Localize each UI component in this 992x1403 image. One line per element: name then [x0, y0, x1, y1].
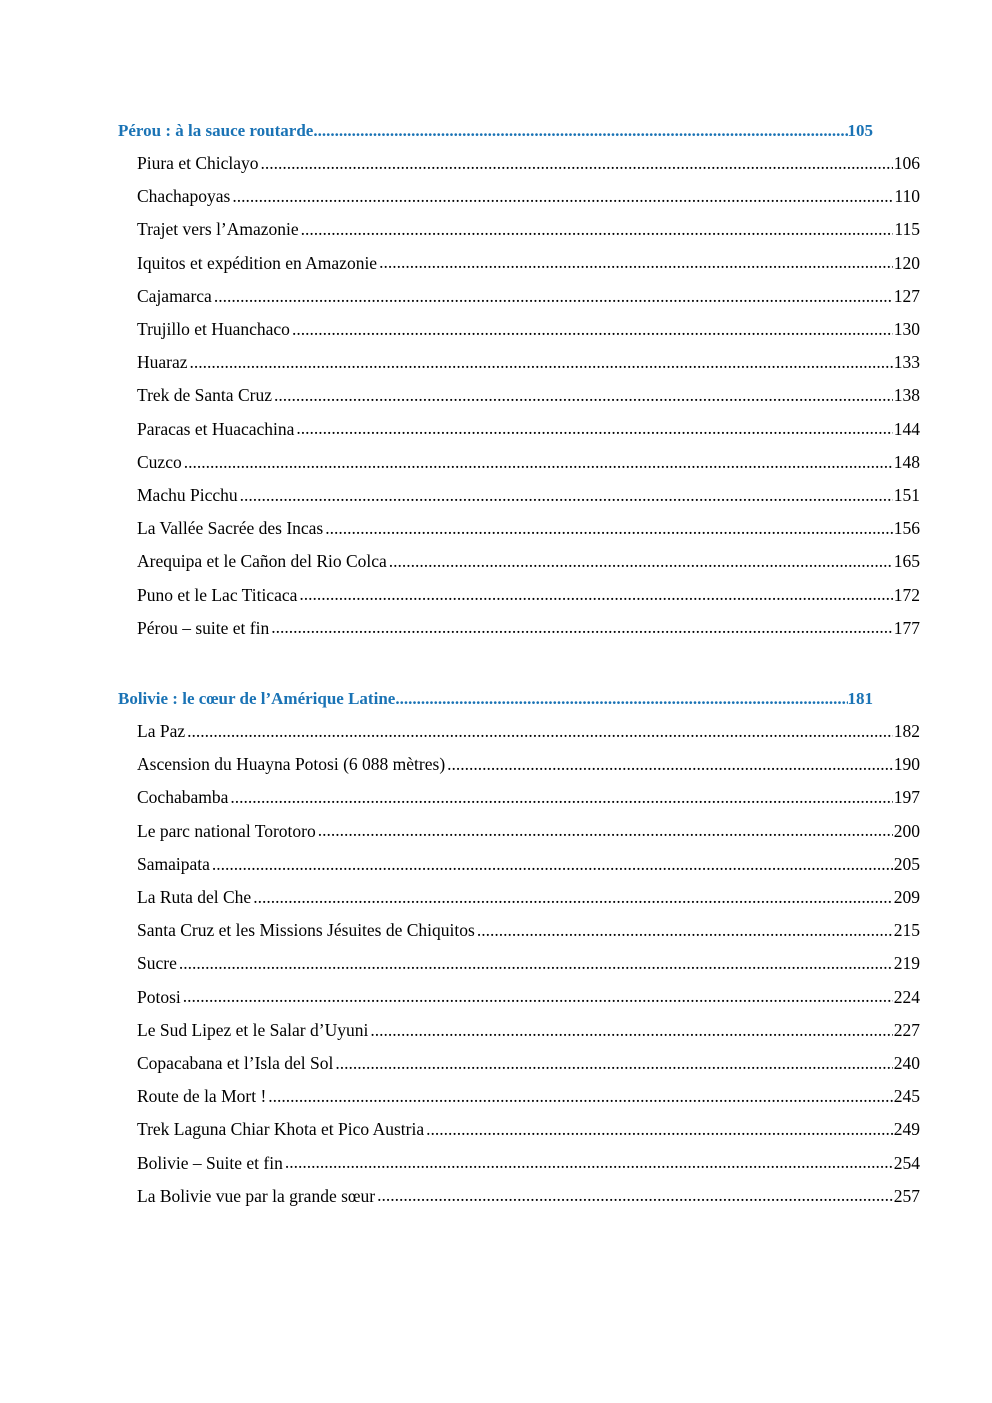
dot-leader: [274, 387, 893, 405]
entry-title: Puno et le Lac Titicaca: [137, 584, 298, 605]
entry-title: Trujillo et Huanchaco: [137, 319, 290, 340]
toc-entry[interactable]: [137, 1080, 920, 1113]
toc-entry[interactable]: [137, 914, 920, 947]
dot-leader: [325, 520, 893, 538]
entry-page-number: 151: [893, 484, 920, 505]
entry-page-number: 115: [894, 219, 920, 240]
entry-title: Cochabamba: [137, 787, 229, 808]
dot-leader: [214, 288, 893, 306]
dot-leader: [212, 856, 893, 874]
dot-leader: [335, 1055, 892, 1073]
dot-leader: [230, 789, 892, 807]
dot-leader: [190, 354, 893, 372]
entry-page-number: 215: [893, 920, 920, 941]
toc-entry[interactable]: [137, 1180, 920, 1213]
entry-page-number: 172: [893, 584, 920, 605]
toc-entry[interactable]: [137, 1113, 920, 1146]
dot-leader: [370, 1022, 892, 1040]
toc-entry[interactable]: [137, 881, 920, 914]
entry-title: Huaraz: [137, 352, 188, 373]
entry-page-number: 182: [893, 721, 920, 742]
entry-title: Route de la Mort !: [137, 1086, 267, 1107]
entry-title: Ascension du Huayna Potosi (6 088 mètres): [137, 754, 446, 775]
entry-title: Trek de Santa Cruz: [137, 385, 272, 406]
toc-entry[interactable]: [137, 947, 920, 980]
toc-entry-list: [137, 715, 920, 1213]
entry-title: Cajamarca: [137, 285, 212, 306]
entry-page-number: 219: [893, 953, 920, 974]
toc-entry[interactable]: [137, 313, 920, 346]
entry-page-number: 197: [893, 787, 920, 808]
dot-leader: [271, 619, 893, 637]
dot-leader: [313, 122, 847, 139]
entry-page-number: 156: [893, 518, 920, 539]
entry-title: La Vallée Sacrée des Incas: [137, 518, 324, 539]
entry-title: Bolivie – Suite et fin: [137, 1152, 283, 1173]
toc-entry[interactable]: [137, 180, 920, 213]
entry-title: Machu Picchu: [137, 484, 238, 505]
chapter-title: Pérou : à la sauce routarde: [118, 120, 314, 140]
dot-leader: [377, 1187, 893, 1205]
toc-entry-list: [137, 147, 920, 645]
entry-page-number: 249: [893, 1119, 920, 1140]
dot-leader: [285, 1154, 893, 1172]
entry-title: La Ruta del Che: [137, 887, 252, 908]
entry-page-number: 224: [893, 986, 920, 1007]
dot-leader: [447, 756, 893, 774]
entry-page-number: 165: [893, 551, 920, 572]
entry-page-number: 209: [893, 887, 920, 908]
entry-page-number: 144: [893, 418, 920, 439]
entry-page-number: 190: [893, 754, 920, 775]
toc-entry[interactable]: [137, 748, 920, 781]
dot-leader: [301, 221, 894, 239]
toc-chapter-heading[interactable]: [118, 682, 873, 715]
toc-entry[interactable]: [137, 848, 920, 881]
entry-title: Le Sud Lipez et le Salar d’Uyuni: [137, 1019, 369, 1040]
chapter-title: Bolivie : le cœur de l’Amérique Latine: [118, 688, 396, 708]
toc-entry[interactable]: [137, 379, 920, 412]
entry-title: Chachapoyas: [137, 186, 231, 207]
toc-entry[interactable]: [137, 1047, 920, 1080]
toc-entry[interactable]: [137, 280, 920, 313]
entry-title: La Bolivie vue par la grande sœur: [137, 1185, 376, 1206]
toc-entry[interactable]: [137, 612, 920, 645]
toc-entry[interactable]: [137, 512, 920, 545]
dot-leader: [395, 690, 847, 707]
entry-title: Cuzco: [137, 451, 182, 472]
toc-entry[interactable]: [137, 147, 920, 180]
dot-leader: [426, 1121, 893, 1139]
entry-title: Copacabana et l’Isla del Sol: [137, 1052, 334, 1073]
dot-leader: [261, 155, 893, 173]
entry-title: Samaipata: [137, 853, 210, 874]
toc-entry[interactable]: [137, 213, 920, 246]
entry-page-number: 127: [893, 285, 920, 306]
entry-page-number: 227: [893, 1019, 920, 1040]
entry-page-number: 120: [893, 252, 920, 273]
entry-title: Paracas et Huacachina: [137, 418, 295, 439]
toc-chapter-heading[interactable]: [118, 114, 873, 147]
dot-leader: [318, 822, 893, 840]
entry-title: Potosi: [137, 986, 181, 1007]
entry-page-number: 133: [893, 352, 920, 373]
entry-page-number: 245: [893, 1086, 920, 1107]
toc-entry[interactable]: [137, 346, 920, 379]
toc-entry[interactable]: [137, 1146, 920, 1179]
toc-entry[interactable]: [137, 545, 920, 578]
toc-entry[interactable]: [137, 247, 920, 280]
entry-title: Arequipa et le Cañon del Rio Colca: [137, 551, 387, 572]
dot-leader: [179, 955, 893, 973]
entry-title: Pérou – suite et fin: [137, 617, 270, 638]
toc-entry[interactable]: [137, 446, 920, 479]
entry-title: La Paz: [137, 721, 186, 742]
toc-entry[interactable]: [137, 781, 920, 814]
toc-entry[interactable]: [137, 815, 920, 848]
dot-leader: [187, 723, 893, 741]
dot-leader: [253, 889, 893, 907]
toc-entry[interactable]: [137, 413, 920, 446]
entry-title: Le parc national Torotoro: [137, 820, 316, 841]
entry-page-number: 110: [894, 186, 920, 207]
toc-entry[interactable]: [137, 479, 920, 512]
toc-entry[interactable]: [137, 1014, 920, 1047]
dot-leader: [240, 487, 893, 505]
entry-title: Sucre: [137, 953, 177, 974]
entry-title: Iquitos et expédition en Amazonie: [137, 252, 378, 273]
entry-page-number: 130: [893, 319, 920, 340]
entry-page-number: 257: [893, 1185, 920, 1206]
dot-leader: [292, 321, 893, 339]
dot-leader: [296, 420, 892, 438]
entry-page-number: 240: [893, 1052, 920, 1073]
entry-title: Piura et Chiclayo: [137, 153, 259, 174]
dot-leader: [184, 454, 893, 472]
entry-page-number: 106: [893, 153, 920, 174]
toc-entry[interactable]: [137, 981, 920, 1014]
dot-leader: [477, 922, 893, 940]
dot-leader: [232, 188, 893, 206]
dot-leader: [268, 1088, 892, 1106]
chapter-page-number: 105: [847, 120, 873, 140]
entry-page-number: 177: [893, 617, 920, 638]
entry-page-number: 254: [893, 1152, 920, 1173]
chapter-page-number: 181: [847, 688, 873, 708]
entry-title: Santa Cruz et les Missions Jésuites de Chiquitos: [137, 920, 475, 941]
entry-page-number: 205: [893, 853, 920, 874]
dot-leader: [183, 988, 893, 1006]
dot-leader: [299, 586, 892, 604]
entry-page-number: 148: [893, 451, 920, 472]
dot-leader: [389, 553, 893, 571]
entry-page-number: 200: [893, 820, 920, 841]
entry-title: Trek Laguna Chiar Khota et Pico Austria: [137, 1119, 425, 1140]
toc-entry[interactable]: [137, 578, 920, 611]
dot-leader: [379, 254, 893, 272]
toc-entry[interactable]: [137, 715, 920, 748]
entry-page-number: 138: [893, 385, 920, 406]
entry-title: Trajet vers l’Amazonie: [137, 219, 299, 240]
